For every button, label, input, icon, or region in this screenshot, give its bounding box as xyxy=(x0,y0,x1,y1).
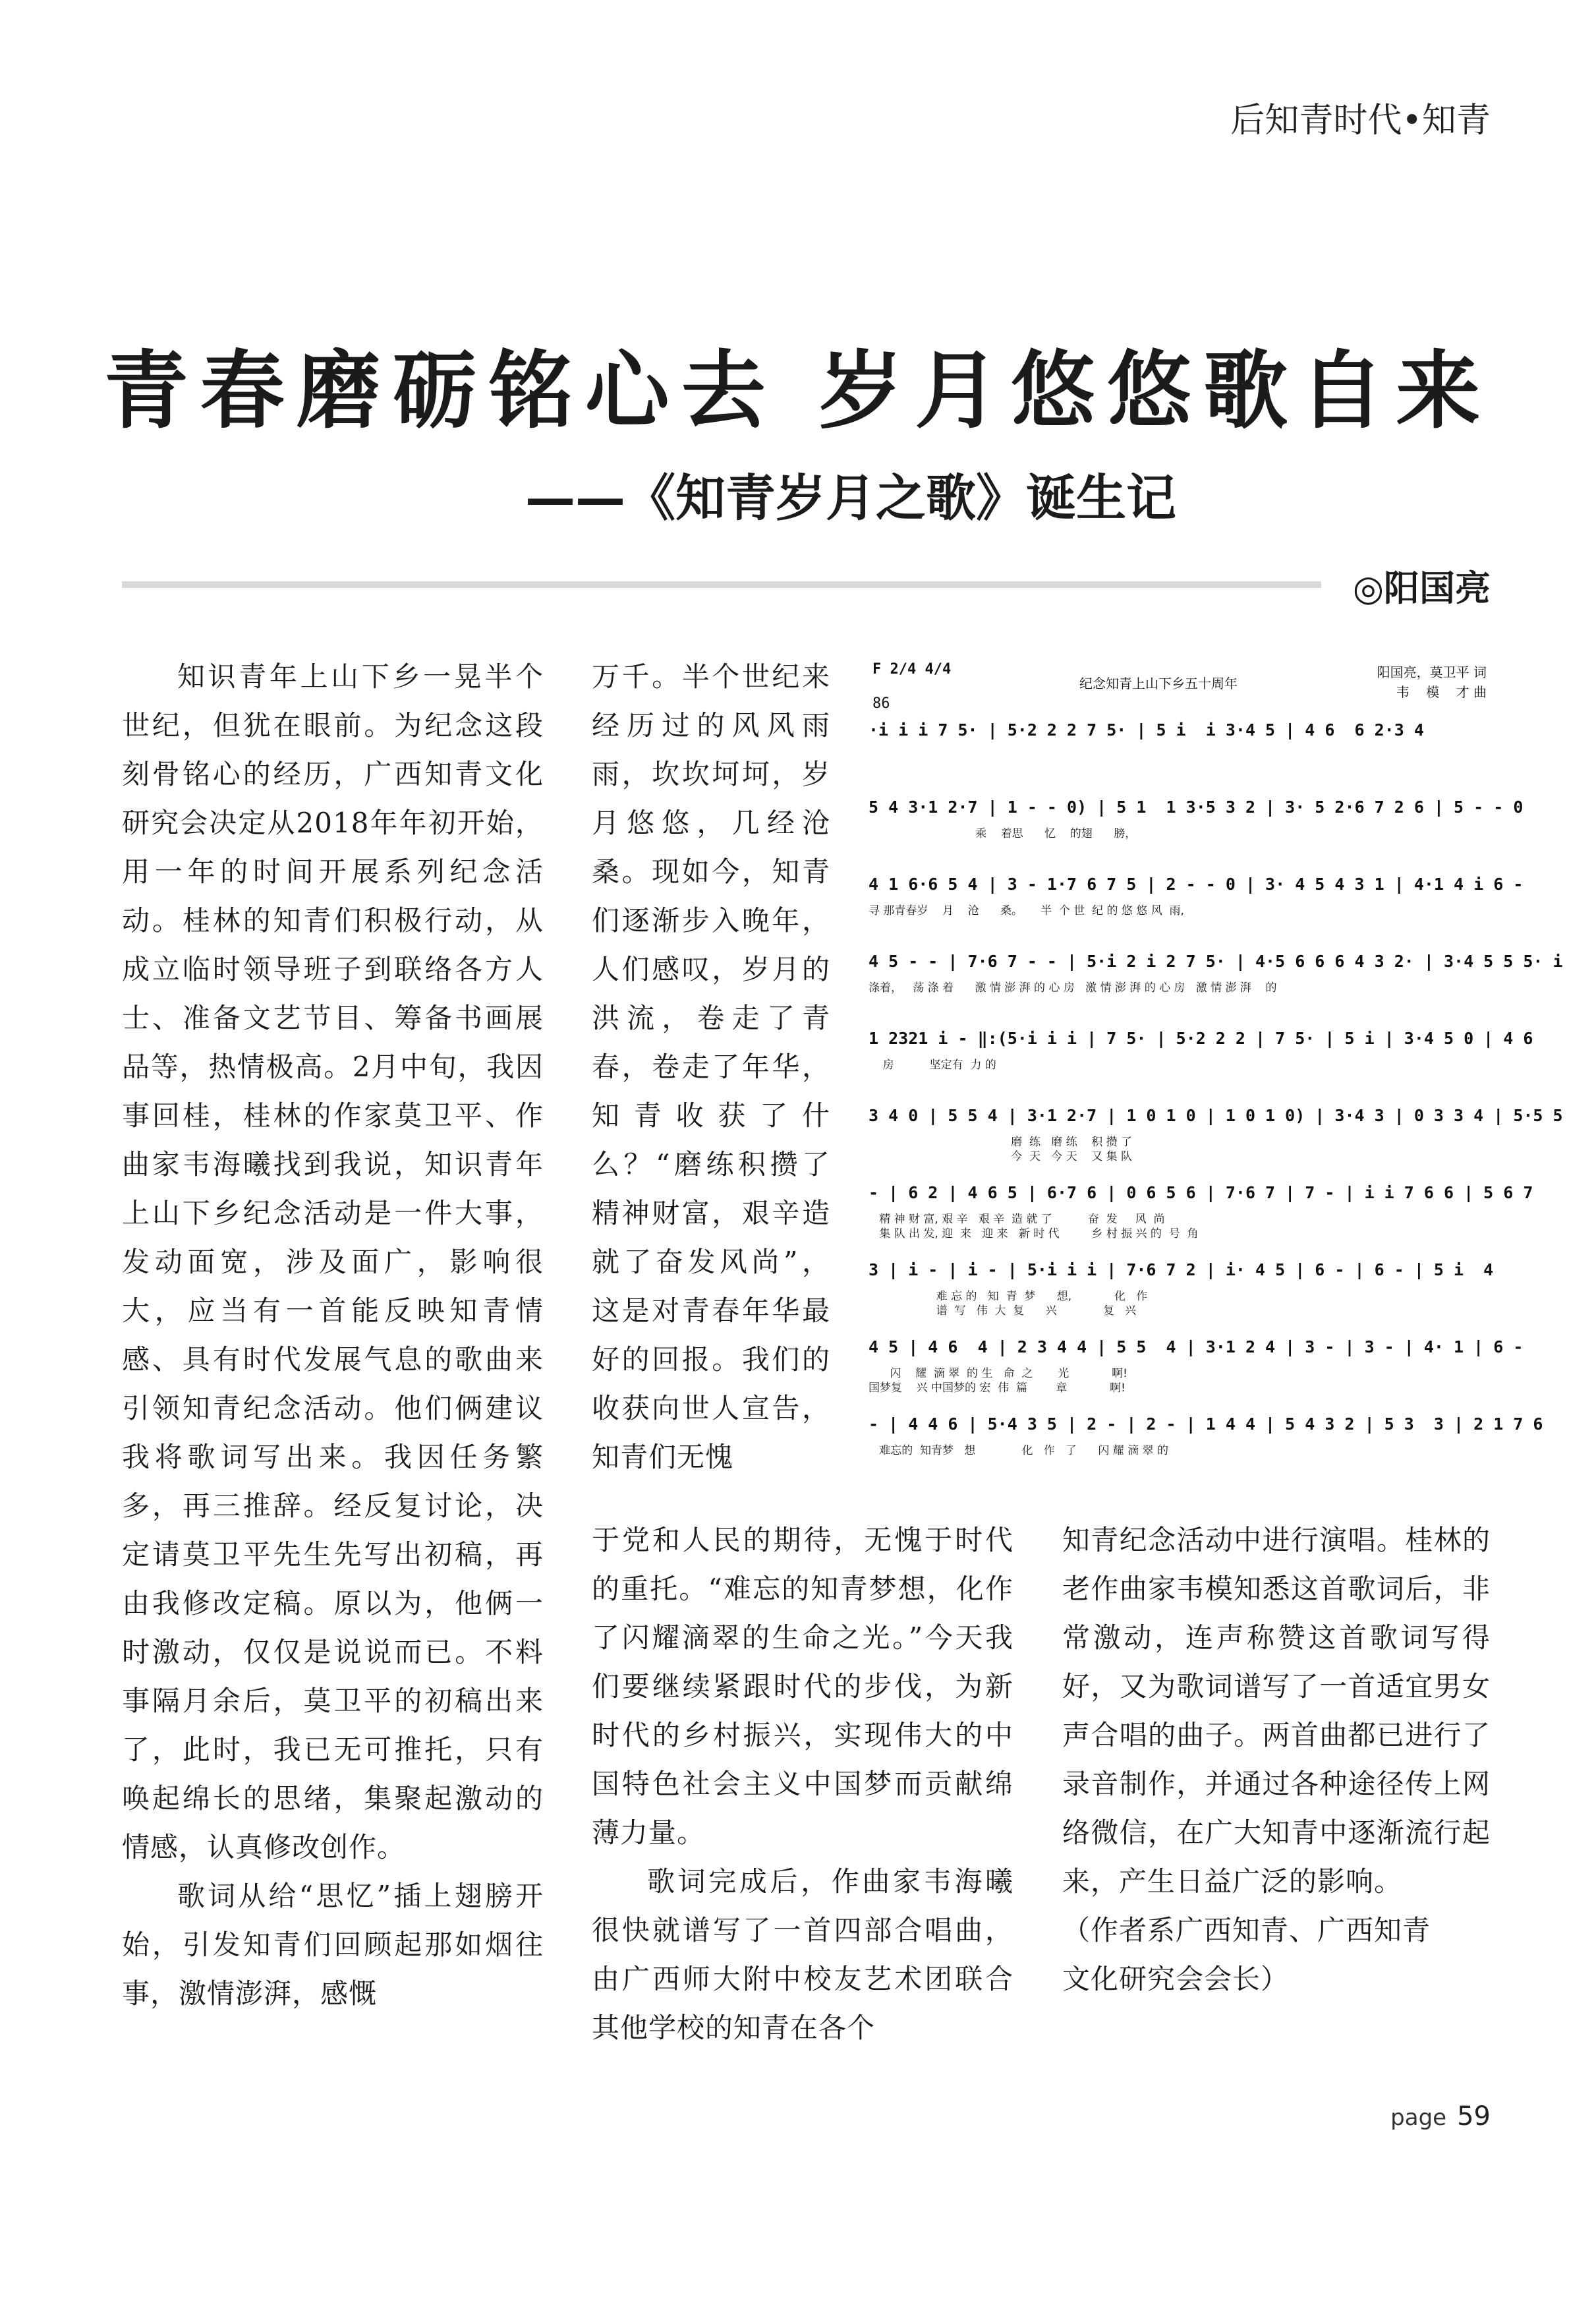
score-system xyxy=(869,856,1524,933)
score-notes: - | 4 4 6 | 5·4 3 5 | 2 - | 2 - | 1 4 4 | 5 4 3 2 | 5 3 3 | 2 1 7 6 xyxy=(869,1414,1543,1434)
score-system xyxy=(869,1010,1533,1088)
score-notes: 4 5 - - | 7·6 7 - - | 5·i 2 i 2 7 5· | 4·5 6 6 6 4 3 2· | 3·4 5 5 5· i xyxy=(869,952,1563,971)
paragraph: 歌词完成后，作曲家韦海曦很快就谱写了一首四部合唱曲，由广西师大附中校友艺术团联合其他学校的知青在各个 xyxy=(592,1865,1013,2044)
author-note-line: 文化研究会会长） xyxy=(1062,1963,1290,1995)
body-column-3 xyxy=(1062,1516,1491,2004)
score-lyric: 涤着， 荡 涤 着 激 情 澎 湃 的 心 房 激 情 澎 湃 的 心 房 激 情 澎 湃 的 xyxy=(869,981,1277,995)
score-system xyxy=(869,933,1563,1010)
paragraph: 知识青年上山下乡一晃半个世纪，但犹在眼前。为纪念这段刻骨铭心的经历，广西知青文化研究会决定从2018年年初开始，用一年的时间开展系列纪念活动。桂林的知青们积极行动，从成立临时领导班子到联络各方人士、准备文艺节目、筹备书画展品等，热情极高。2月中旬，我因事回桂，桂林的作家莫卫平、作曲家韦海曦找到我说，知识青年上山下乡纪念活动是一件大事，发动面宽，涉及面广，影响很大，应当有一首能反映知青情感、具有时代发展气息的歌曲来引领知青纪念活动。他们俩建议我将歌词写出来。我因任务繁多，再三推辞。经反复讨论，决定请莫卫平先生先写出初稿，再由我修改定稿。原以为，他俩一时激动，仅仅是说说而已。不料事隔月余后，莫卫平的初稿出来了，此时，我已无可推托，只有唤起绵长的思绪，集聚起激动的情感，认真修改创作。 xyxy=(122,660,544,1863)
score-notes: 4 5 | 4 6 4 | 2 3 4 4 | 5 5 4 | 3·1 2 4 | 3 - | 3 - | 4· 1 | 6 - xyxy=(869,1337,1524,1356)
score-lyric: 磨 练 磨 练 积 攒 了 xyxy=(869,1136,1132,1149)
score-lyric: 房 坚定有 力 的 xyxy=(869,1059,996,1072)
score-key: F 2/4 4/4 xyxy=(872,661,952,678)
score-system xyxy=(869,1396,1543,1473)
score-system xyxy=(869,1088,1563,1165)
section-tag: 后知青时代•知青 xyxy=(1230,101,1491,140)
score-notes: ·i i i 7 5· | 5·2 2 2 7 5· | 5 i i 3·4 5 | 4 6 6 2·3 4 xyxy=(869,720,1424,740)
score-notes: 1 2321 i - ‖:(5·i i i | 7 5· | 5·2 2 2 | 7 5· | 5 i | 3·4 5 0 | 4 6 xyxy=(869,1029,1533,1048)
score-notes: 4 1 6·6 5 4 | 3 - 1·7 6 7 5 | 2 - - 0 | 3· 4 5 4 3 1 | 4·1 4 i 6 - xyxy=(869,875,1524,894)
score-system xyxy=(869,779,1524,856)
score-lyric: 谱 写 伟 大 复 兴 复 兴 xyxy=(869,1304,1137,1318)
page-label: page xyxy=(1390,2105,1447,2131)
score-notes: - | 6 2 | 4 6 5 | 6·7 6 | 0 6 5 6 | 7·6 7 | 7 - | i i 7 6 6 | 5 6 7 xyxy=(869,1183,1533,1202)
page-number-value: 59 xyxy=(1457,2101,1491,2132)
score-tempo: 86 xyxy=(872,695,890,712)
score-lyric: 今 天 今 天 又 集 队 xyxy=(869,1150,1132,1163)
score-lyric: 难忘的 知青梦 想 化 作 了 闪 耀 滴 翠 的 xyxy=(869,1444,1168,1457)
score-lyric: 国梦复 兴 中国梦的 宏 伟 篇 章 啊! xyxy=(869,1381,1126,1395)
author-note xyxy=(1062,1906,1491,2004)
paragraph: 万千。半个世纪来经历过的风风雨雨，坎坎坷坷，岁月悠悠，几经沧桑。现如今，知青们逐渐步入晚年，人们感叹，岁月的洪流，卷走了青春，卷走了年华，知青收获了什么？“磨练积攒了精神财富，艰辛造就了奋发风尚”，这是对青春年华最好的回报。我们的收获向世人宣告，知青们无愧 xyxy=(592,660,830,1473)
score-lyric: 难 忘 的 知 青 梦 想, 化 作 xyxy=(869,1290,1148,1303)
score-system xyxy=(869,1165,1533,1242)
score-notes: 3 4 0 | 5 5 4 | 3·1 2·7 | 1 0 1 0 | 1 0 1 0) | 3·4 3 | 0 3 3 4 | 5·5 5 xyxy=(869,1106,1563,1125)
score-caption: 纪念知青上山下乡五十周年 xyxy=(1079,676,1238,691)
score-system xyxy=(869,1319,1524,1396)
paragraph: 知青纪念活动中进行演唱。桂林的老作曲家韦模知悉这首歌词后，非常激动，连声称赞这首歌词写得好，又为歌词谱写了一首适宜男女声合唱的曲子。两首曲都已进行了录音制作，并通过各种途径传上网络微信，在广大知青中逐渐流行起来，产生日益广泛的影响。 xyxy=(1062,1524,1491,1898)
score-lyric: 乘 着思 忆 的翅 膀， xyxy=(869,827,1137,840)
title-rule xyxy=(122,581,1321,588)
page-number xyxy=(1390,2101,1491,2132)
music-score xyxy=(869,656,1563,1496)
score-lyric: 闪 耀 滴 翠 的 生 命 之 光 啊! xyxy=(869,1367,1127,1380)
article-title: 青春磨砺铭心去 岁月悠悠歌自来 xyxy=(103,341,1493,440)
score-header xyxy=(869,656,1488,712)
body-column-2-bottom xyxy=(592,1516,1013,2052)
score-credit: 阳国亮，莫卫平 词 韦 模 才 曲 xyxy=(1377,664,1487,700)
body-column-1 xyxy=(122,653,544,2018)
score-lyric: 集 队 出 发, 迎 来 迎 来 新 时 代 乡 村 振 兴 的 号 角 xyxy=(869,1227,1199,1240)
paragraph: 于党和人民的期待，无愧于时代的重托。“难忘的知青梦想，化作了闪耀滴翠的生命之光。”今天我们要继续紧跟时代的步伐，为新时代的乡村振兴，实现伟大的中国特色社会主义中国梦而贡献绵薄力量。 xyxy=(592,1524,1013,1849)
body-column-2-top xyxy=(592,653,830,1482)
score-system xyxy=(869,702,1488,779)
article-subtitle: ——《知青岁月之歌》诞生记 xyxy=(525,469,1176,527)
author-byline: ◎阳国亮 xyxy=(1352,567,1491,609)
score-system xyxy=(869,1242,1494,1319)
paragraph: 歌词从给“思忆”插上翅膀开始，引发知青们回顾起那如烟往事，激情澎湃，感慨 xyxy=(122,1880,544,2010)
score-notes: 3 | i - | i - | 5·i i i | 7·6 7 2 | i· 4 5 | 6 - | 6 - | 5 i 4 xyxy=(869,1260,1494,1279)
author-note-line: （作者系广西知青、广西知青 xyxy=(1062,1914,1431,1946)
score-notes: 5 4 3·1 2·7 | 1 - - 0) | 5 1 1 3·5 3 2 | 3· 5 2·6 7 2 6 | 5 - - 0 xyxy=(869,798,1524,817)
score-lyric: 寻 那青春岁 月 沧 桑。 半 个 世 纪 的 悠 悠 风 雨, xyxy=(869,904,1184,917)
score-lyric: 精 神 财 富, 艰 辛 艰 辛 造 就 了 奋 发 风 尚 xyxy=(869,1213,1165,1226)
